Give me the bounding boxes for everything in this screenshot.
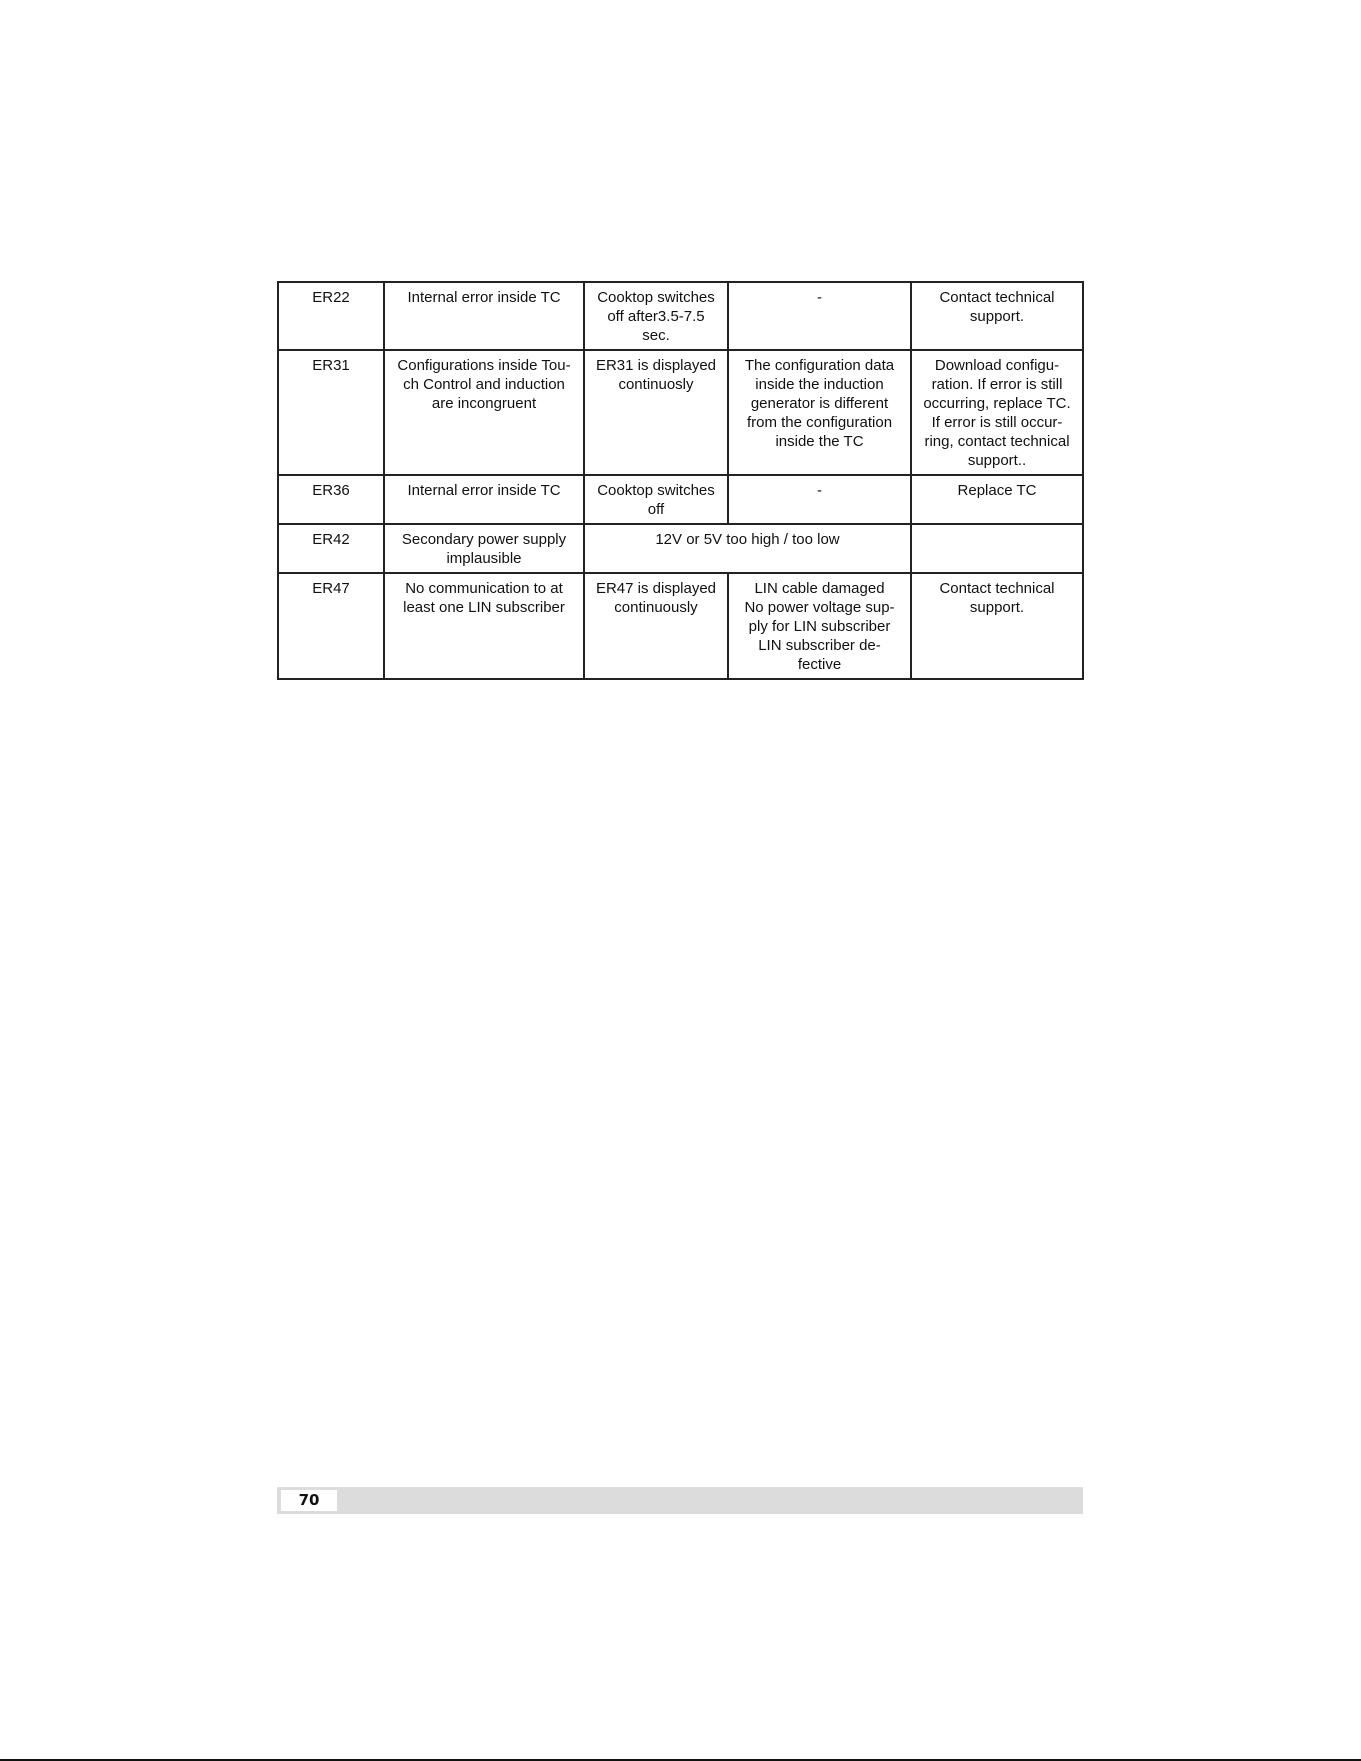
action-cell: Contact technical support. — [911, 573, 1083, 679]
table-row — [278, 524, 1083, 573]
merged-display-cause-cell: 12V or 5V too high / too low — [584, 524, 911, 573]
action-cell — [911, 524, 1083, 573]
error-code-table — [277, 281, 1084, 680]
action-cell: Contact technical support. — [911, 282, 1083, 350]
error-code-cell: ER47 — [278, 573, 384, 679]
page-number: 70 — [281, 1490, 337, 1511]
action-cell: Replace TC — [911, 475, 1083, 524]
description-cell: No communication to at least one LIN subscriber — [384, 573, 584, 679]
error-code-cell: ER22 — [278, 282, 384, 350]
description-cell: Internal error inside TC — [384, 282, 584, 350]
display-cell: ER47 is displayed continuously — [584, 573, 728, 679]
description-cell: Configurations inside Tou- ch Control and induction are incongruent — [384, 350, 584, 475]
display-cell: ER31 is displayed continuosly — [584, 350, 728, 475]
cause-cell: - — [728, 282, 911, 350]
display-cell: Cooktop switches off — [584, 475, 728, 524]
error-code-cell: ER36 — [278, 475, 384, 524]
table-row — [278, 573, 1083, 679]
table-row — [278, 350, 1083, 475]
action-cell: Download configu- ration. If error is still occurring, replace TC. If error is still occur- ring, contact technical support.. — [911, 350, 1083, 475]
cause-cell: - — [728, 475, 911, 524]
error-code-cell: ER31 — [278, 350, 384, 475]
description-cell: Secondary power supply implausible — [384, 524, 584, 573]
page-footer-bar — [277, 1487, 1083, 1514]
error-code-cell: ER42 — [278, 524, 384, 573]
display-cell: Cooktop switches off after3.5-7.5 sec. — [584, 282, 728, 350]
table-row — [278, 282, 1083, 350]
cause-cell: The configuration data inside the induction generator is different from the configuration inside the TC — [728, 350, 911, 475]
cause-cell: LIN cable damaged No power voltage sup- ply for LIN subscriber LIN subscriber de- fective — [728, 573, 911, 679]
table-row — [278, 475, 1083, 524]
description-cell: Internal error inside TC — [384, 475, 584, 524]
